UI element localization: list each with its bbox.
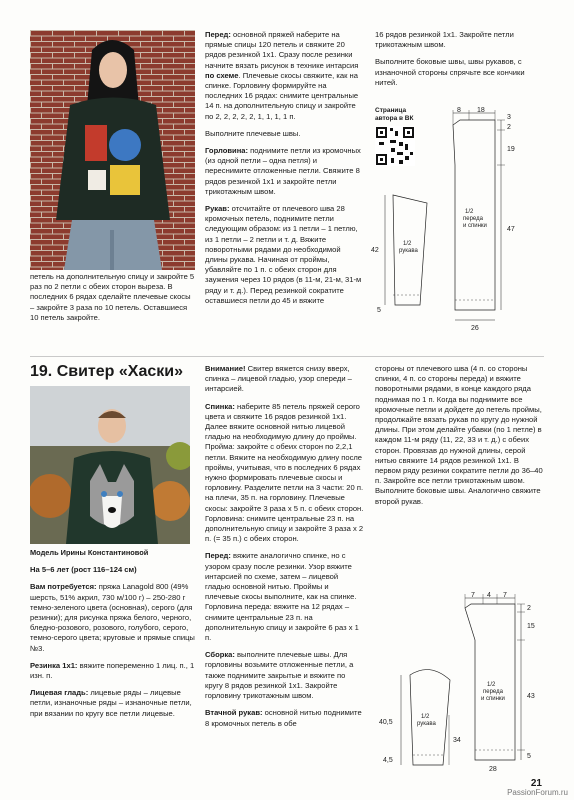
schema2-top-label-2: 4: [487, 592, 491, 599]
photo-boy-image: [30, 386, 190, 544]
paragraph-stockinette: [30, 688, 195, 719]
schema1-right-label-1: 3: [507, 114, 511, 121]
paragraph-rib-finish: 16 рядов резинкой 1x1. Закройте петли трикотажным швом.: [375, 30, 514, 50]
schema1-right-label-3: 19: [507, 146, 515, 153]
schema1-body-label: [463, 209, 487, 229]
paragraph-front-2: [205, 551, 365, 643]
schema2-sleeve-label-line2: рукава: [417, 721, 436, 727]
paragraph-shoulder-seams: Выполните плечевые швы.: [205, 128, 301, 138]
schema2-right-label-4: 5: [527, 753, 531, 760]
label-assembly: Сборка:: [205, 650, 235, 660]
label-sleeve: Рукав:: [205, 204, 230, 214]
text-assembly: выполните плечевые швы. Для горловины возьмите отложенные петли, а также поднимите закрытые и вяжите по кругу 8 рядов резинкой 1x1. Закройте горловину трикотажным швом.: [205, 650, 354, 701]
pattern-schema-2: [375, 590, 550, 775]
text-rib: вяжите попеременно 1 лиц. п., 1 изн. п.: [30, 660, 195, 681]
page-number: 21: [530, 778, 542, 789]
schema1-body-label-line2: переда: [463, 216, 483, 222]
schema2-sleeve-label-line1: 1/2: [421, 714, 430, 720]
schema1-left-label-1: 42: [371, 247, 379, 254]
schema2-top-label-1: 7: [471, 592, 475, 599]
text-column-2-top: [205, 30, 365, 313]
qr-label: Страница автора в ВК: [375, 107, 414, 122]
text-column-2-bottom: [205, 364, 365, 736]
schema2-right-label-1: 2: [527, 605, 531, 612]
text-attention: Свитер вяжется снизу вверх, спинка – лицевой гладью, узор спереди – интарсией.: [205, 364, 352, 394]
schema1-right-label-4: 47: [507, 226, 515, 233]
photo-woman-image: [30, 30, 195, 270]
text-column-3-bottom: [375, 364, 545, 514]
schema1-top-label-2: 18: [477, 107, 485, 114]
schema2-bottom-label: 28: [489, 766, 497, 773]
text-stockinette: лицевые ряды – лицевые петли, изнаночные ряды – изнаночные петли, при вязании по кругу все петли лицевые.: [30, 688, 192, 718]
label-stockinette: Лицевая гладь:: [30, 688, 89, 698]
text-sleeve: отсчитайте от плечевого шва 28 кромочных петель, поднимите петли следующим образом: из 1 петли – 1 петлю, из 1 петли – 2 петли и т. д. Вяжите поворотными рядами до необходимой длины рукава. Начиная от проймы, убавляйте по 1 п. с обеих сторон для заужения через 10 рядов (в 11-м, 21-м, 31-м ряду и т. д.). Перед резинкой сократите оставшиеся петли до 45 и вяжите: [205, 204, 362, 305]
paragraph-materials: [30, 582, 195, 653]
label-front-2: Перед:: [205, 551, 231, 561]
paragraph-attention: [205, 364, 365, 395]
schema2-top-label-3: 7: [503, 592, 507, 599]
text-back: наберите 85 петель пряжей серого цвета и свяжите 16 рядов резинкой 1x1. Далее вяжите основной нитью лицевой гладью на необходимую длину до проймы. Пройма: закройте с обеих сторон по 2,2,1 петли. Вяжите на необходимую длину после проймы, учитывая, что в последних 6 рядах нужно формировать плечевые скосы и горловину. Разделите петли на 3 части: 20 п. на плечи, 35 п. на горловину. Плечевые скосы: закройте 3 раза х 5 п. с обеих сторон. Горловина: снимите центральные 23 п. на дополнительную спицу и закройте 3 раза х 2 п. (= 35 п.) с обеих сторон.: [205, 401, 364, 544]
schema1-sleeve-label-line2: рукава: [399, 248, 418, 254]
label-set-in-sleeve: Втачной рукав:: [205, 708, 263, 718]
schema1-top-label-1: 8: [457, 107, 461, 114]
pattern-schema-1: [365, 105, 555, 340]
paragraph-front: [205, 30, 365, 122]
text-front-1: основной пряжей наберите на прямые спицы 120 петель и свяжите 20 рядов резинкой 1x1. Сразу после резинки начните вязать рисунок в технике интарсия: [205, 30, 359, 70]
schema2-body-label-line1: 1/2: [487, 682, 496, 688]
schema1-body-label-line3: и спинки: [463, 223, 487, 229]
schema2-sleeve-bottom: 34: [453, 737, 461, 744]
text-front-2b: вяжите аналогично спинке, но с узором сразу после резинки. Узор вяжите интарсией по схеме, затем – лицевой гладью основной нитью. Проймы и плечевые скосы выполните, как на спинке. Горловина переда: вяжите на 12 рядах – снимите центральные 23 п. на дополнительную спицу и закройте 6 раз х 1 п.: [205, 551, 359, 643]
label-front: Перед:: [205, 30, 231, 39]
paragraph-neckline-end: петель на дополнительную спицу и закройте 5 раз по 2 петли с обеих сторон выреза. В последних 6 рядах сделайте плечевые скосы – закройте 3 раза по 10 петель. Оставшиеся 10 петель закройте.: [30, 272, 195, 322]
schema2-sleeve-label: [417, 714, 436, 727]
schema1-sleeve-label-line1: 1/2: [403, 241, 412, 247]
schema2-right-label-3: 43: [527, 693, 535, 700]
text-column-1-bottom: [30, 548, 195, 726]
label-neckline: Горловина:: [205, 146, 249, 156]
schema2-left-label-1: 40,5: [379, 719, 393, 726]
paragraph-rib: [30, 661, 195, 681]
size-info: На 5–6 лет (рост 116–124 см): [30, 565, 137, 575]
photo-boy-sweater: [30, 386, 190, 544]
label-back: Спинка:: [205, 401, 235, 411]
text-column-3-top: [375, 30, 545, 95]
label-materials: Вам потребуется:: [30, 582, 97, 592]
text-column-1-top: [30, 272, 195, 330]
paragraph-back: [205, 402, 365, 545]
schema2-body-label: [481, 682, 505, 702]
text-set-in-sleeve: основной нитью поднимите 8 кромочных петель в обе: [205, 708, 362, 728]
text-materials: пряжа Lanagold 800 (49% шерсть, 51% акрил, 730 м/100 г) – 250-280 г темно-зеленого цвета (основная), серого (для резинки); для рисунка пряжа белого, черного, бледно-розового, розового, голубого, серого, темно-серого цвета; круговые и прямые спицы №3.: [30, 582, 195, 653]
label-attention: Внимание!: [205, 364, 246, 373]
photo-woman-sweater: [30, 30, 195, 270]
watermark[interactable]: PassionForum.ru: [507, 788, 568, 797]
schema1-bottom-label: 26: [471, 325, 479, 332]
section-title-husky: 19. Свитер «Хаски»: [30, 363, 183, 380]
paragraph-assembly: [205, 650, 365, 701]
schema2-body-label-line2: переда: [483, 689, 503, 695]
schema1-left-label-2: 5: [377, 307, 381, 314]
schema2-right-label-2: 15: [527, 623, 535, 630]
paragraph-set-in-sleeve: [205, 708, 365, 728]
schema1-right-label-2: 2: [507, 124, 511, 131]
label-rib: Резинка 1x1:: [30, 660, 78, 670]
schema2-body-label-line3: и спинки: [481, 696, 505, 702]
text-front-scheme: по схеме: [205, 70, 239, 80]
paragraph-side-seams: Выполните боковые швы, швы рукавов, с изнаночной стороны спрячьте все кончики нитей.: [375, 57, 525, 87]
schema1-body-label-line1: 1/2: [465, 209, 474, 215]
paragraph-sleeve-continue: стороны от плечевого шва (4 п. со стороны спинки, 4 п. со стороны переда) и вяжите поворотными рядами, в конце каждого ряда поднимая по 1 п. Когда вы поднимите все кромочные петли и дойдете до петель проймы, продолжайте вязать рукав по кругу до нужной длины. При этом делайте убавки (по 1 петле) в каждом 11-м ряду (11, 22, 33 и т. д.) с обеих сторон. Провязав до нужной длины, серой нитью свяжите 14 рядов резинкой 1x1. В первом ряду резинки сократите петли до 36–40 п. Закройте все петли трикотажным швом. Выполните боковые швы. Аналогично свяжите второй рукав.: [375, 364, 543, 506]
section-divider: [30, 356, 544, 357]
paragraph-neckline: [205, 146, 365, 197]
schema2-left-label-2: 4,5: [383, 757, 393, 764]
text-front-2: . Плечевые скосы свяжите, как на спинке. Горловину формируйте на последних 16 рядах: снимите центральные 14 п. на дополнительную спицу и закройте по 2, 2, 2, 2, 2, 1, 1, 1, 1 п.: [205, 70, 359, 121]
model-credit: Модель Ирины Константиновой: [30, 548, 149, 557]
paragraph-sleeve: [205, 204, 365, 306]
schema1-sleeve-label: [399, 241, 418, 254]
text-neckline: поднимите петли из кромочных (из одной петли – одна петля) и переснимите отложенные петли. Свяжите 8 рядов резинкой 1x1 и закройте петли трикотажным швом.: [205, 146, 361, 196]
